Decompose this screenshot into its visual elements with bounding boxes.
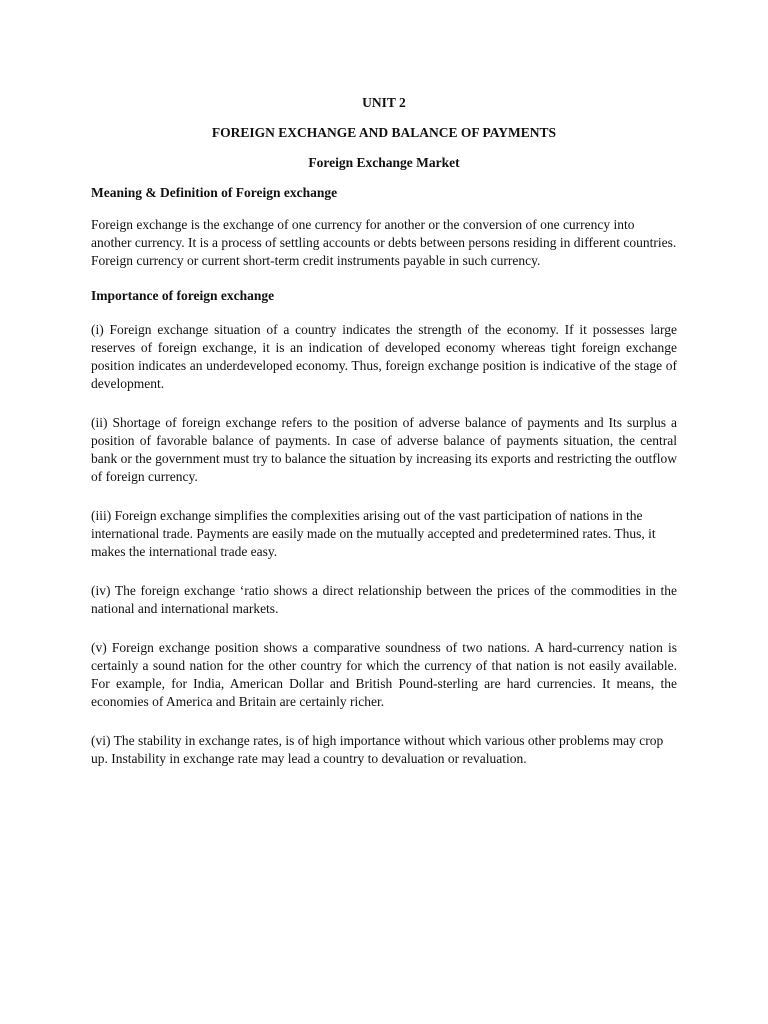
importance-point-iii: (iii) Foreign exchange simplifies the complexities arising out of the vast participation of nations in the international trade. Payments are easily made on the mutually accepted and predetermined rates. Thus, it makes the international trade easy.: [91, 508, 656, 559]
meaning-paragraph: Foreign exchange is the exchange of one currency for another or the conversion of one currency into another currency. It is a process of settling accounts or debts between persons residing in different countries. Foreign currency or current short-term credit instruments payable in such currency.: [91, 217, 677, 268]
importance-point-i: (i) Foreign exchange situation of a country indicates the strength of the economy. If it possesses large reserves of foreign exchange, it is an indication of developed economy whereas tight foreign exchange position indicates an underdeveloped economy. Thus, foreign exchange position is indicative of the stage of development.: [91, 322, 677, 391]
section-heading-meaning: Meaning & Definition of Foreign exchange: [91, 185, 338, 200]
importance-point-iv: (iv) The foreign exchange ‘ratio shows a direct relationship between the prices of the commodities in the national and international markets.: [91, 583, 677, 616]
document-title: FOREIGN EXCHANGE AND BALANCE OF PAYMENTS: [211, 125, 557, 140]
unit-heading: UNIT 2: [362, 95, 406, 110]
document-page: [91, 95, 677, 768]
importance-point-ii: (ii) Shortage of foreign exchange refers to the position of adverse balance of payments and Its surplus a position of favorable balance of payments. In case of adverse balance of payments situation, the central bank or the government must try to balance the situation by increasing its exports and restricting the outflow of foreign currency.: [91, 415, 677, 484]
importance-point-vi: (vi) The stability in exchange rates, is of high importance without which various other problems may crop up. Instability in exchange rate may lead a country to devaluation or revaluation.: [91, 733, 664, 766]
document-subtitle: Foreign Exchange Market: [308, 155, 460, 170]
importance-point-v: (v) Foreign exchange position shows a comparative soundness of two nations. A hard-currency nation is certainly a sound nation for the other country for which the currency of that nation is not easily available. For example, for India, American Dollar and British Pound-sterling are hard currencies. It means, the economies of America and Britain are certainly richer.: [91, 640, 677, 709]
section-heading-importance: Importance of foreign exchange: [91, 288, 275, 303]
